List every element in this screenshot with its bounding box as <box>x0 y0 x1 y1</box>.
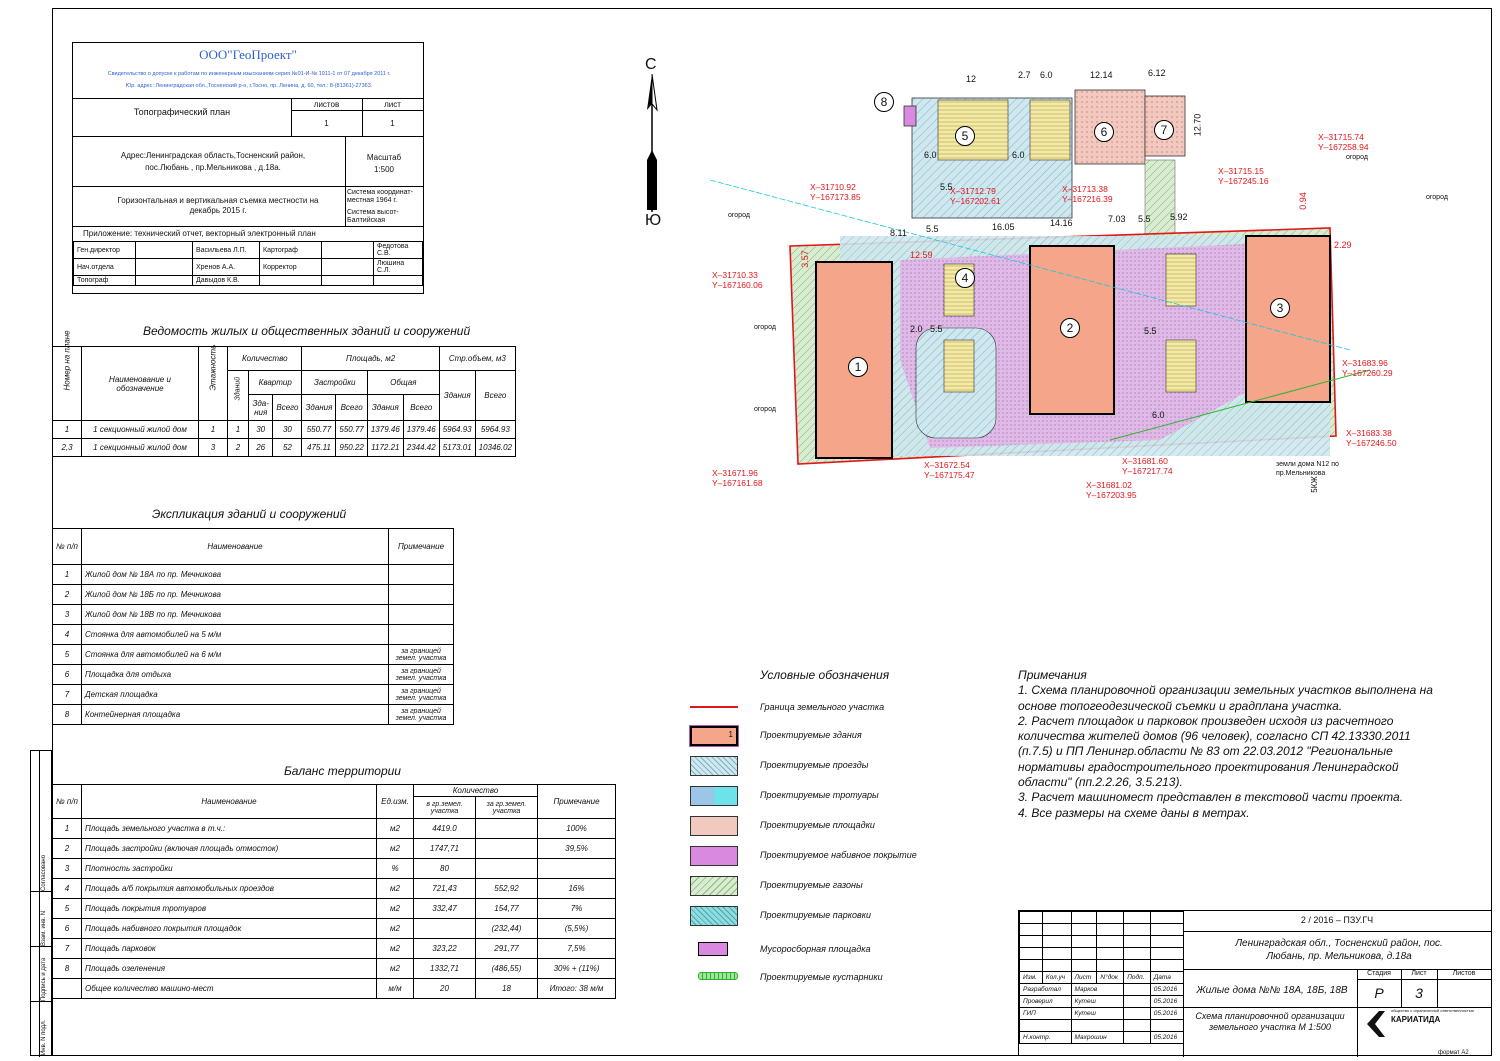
table-row: 8 Контейнерная площадка за границей земел. участка <box>53 705 454 725</box>
dim-label: 12.70 <box>1192 113 1203 137</box>
north-label: С <box>645 56 657 73</box>
waste-swatch <box>698 942 728 956</box>
dim-label: 5.5 <box>1138 214 1151 224</box>
plan-label: огород <box>728 212 750 219</box>
buildings-table-title: Ведомость жилых и общественных зданий и сооружений <box>143 324 471 338</box>
plan-label: огород <box>1426 194 1448 201</box>
plan-label: земли дома N12 по пр.Мельникова <box>1276 461 1339 477</box>
scale-value: 1:500 <box>373 165 395 174</box>
table-row: 1 Площадь земельного участка в т.ч.: м2 4419.0 100% <box>53 819 616 839</box>
topo-title-block <box>72 42 424 294</box>
table-row: 4 Стоянка для автомобилей на 5 м/м <box>53 625 454 645</box>
table-row: 2,3 1 секционный жилой дом 3 2 26 52 475.11 950.22 1172.21 2344.42 5173.01 10346.02 <box>53 439 516 457</box>
note-item: 2. Расчет площадок и парковок произведен исходя из расчетного количества жителей домов (96 человек), согласно СП 42.13330.2011 (п.7.5) и ПП Ленингр.области № 83 от 22.03.2012 "Региональные нормативы градостроительного проектирования Ленинградской области" (пп.2.2.26, 3.5.213). <box>1018 713 1411 790</box>
coord-system: Система координат- местная 1964 г. <box>347 189 413 204</box>
lawn-swatch <box>690 876 738 896</box>
table-row: 3 Плотность застройки % 80 <box>53 859 616 879</box>
coord-label: Х–31681.02 Y–167203.95 <box>1086 480 1137 500</box>
table-row: 3 Жилой дом № 18В по пр. Мечникова <box>53 605 454 625</box>
stamp-code: 2 / 2016 – ПЗУ.ГЧ <box>1300 915 1374 925</box>
appendix: Приложение: технический отчет, векторный электронный план <box>83 229 316 238</box>
staff-table: Ген.директор Васильева Л.П. Картограф Федотова С.В. Нач.отдела Хренов А.А. Корректор Люшина С.Л. Топограф Давыдов К.В. <box>73 241 423 286</box>
dim-label: 3.57 <box>799 250 810 268</box>
dim-label: 5.92 <box>1170 212 1188 222</box>
dim-label: 14.16 <box>1050 218 1073 228</box>
balance-table: № п/п Наименование Ед.изм. Количество Примечание в гр.земел. участка за гр.земел. участка 1 Площадь земельного участка в т.ч.: м2 4419.0 100% 2 Площадь застройки (включая площадь отмосток) м2 1747,71 39,5% 3 Плотность застройки % 80 4 Площадь а/б покрытия автомобильных проездов м2 721,43 552,92 16% 5 Площадь покрытия тротуаров м2 332,47 154,77 7% 6 Площадь набивного покрытия площадок м2 (232,44) (5,5%) 7 Площадь парковок м2 323,22 291,77 7,5% 8 Площадь озеленения м2 1332,71 (486,55) 30% + (11%) Общее количество машино-мест м/м 20 18 Итого: 38 м/м <box>52 784 616 999</box>
table-row: Общее количество машино-мест м/м 20 18 Итого: 38 м/м <box>53 979 616 999</box>
coord-label: Х–31715.74 Y–167258.94 <box>1318 132 1369 152</box>
company-sub: общество с ограниченной ответственностью <box>1391 1008 1474 1013</box>
parking-marker: 7 <box>1154 120 1174 140</box>
notes-title: Примечания <box>1018 668 1087 682</box>
plan-label: огород <box>754 406 776 413</box>
parking-swatch <box>690 906 738 926</box>
stamp-location: Ленинградская обл., Тосненский район, пос. Любань, пр. Мельникова, д.18а <box>1235 938 1443 962</box>
side-stamp <box>30 750 52 1056</box>
coord-label: Х–31671.96 Y–167161.68 <box>712 468 763 488</box>
parking-marker: 5 <box>955 126 975 146</box>
note-item: 4. Все размеры на схеме даны в метрах. <box>1018 805 1250 820</box>
org-name: ООО"ГеоПроект" <box>199 47 297 62</box>
topo-address: Адрес:Ленинградская область,Тосненский район, пос.Любань , пр.Мельникова , д.18а. <box>120 151 306 172</box>
stage-label: Стадия <box>1367 970 1391 977</box>
areas-swatch <box>690 816 738 836</box>
table-row: 5 Стоянка для автомобилей на 6 м/м за границей земел. участка <box>53 645 454 665</box>
dim-label: 0.94 <box>1297 192 1308 210</box>
parking-marker: 4 <box>955 268 975 288</box>
sheet-val: 1 <box>390 119 395 128</box>
sheets-val: 1 <box>324 119 329 128</box>
infill-swatch <box>690 846 738 866</box>
table-row: 6 Площадка для отдыха за границей земел. участка <box>53 665 454 685</box>
scale-label: Масштаб <box>366 153 402 162</box>
table-row: 5 Площадь покрытия тротуаров м2 332,47 154,77 7% <box>53 899 616 919</box>
table-row: 4 Площадь а/б покрытия автомобильных проездов м2 721,43 552,92 16% <box>53 879 616 899</box>
dim-label: 2.29 <box>1334 240 1352 250</box>
coord-label: Х–31712.79 Y–167202.61 <box>950 186 1001 206</box>
coord-label: Х–31710.92 Y–167173.85 <box>810 182 861 202</box>
buildings-table: Номер на плане Наименование и обозначение Этажность Количество Площадь, м2 Стр.объем, м3 Зданий Квартир Застройки Общая Здания Всего Зда-ния Всего Здания Всего Здания Всего 1 1 секционный жилой дом 1 1 30 30 550.77 550.77 1379.46 1379.46 5964.93 5964.93 2,3 1 секционный жилой дом 3 2 26 52 475.11 950.22 1172.21 2344.42 5173.01 10346.02 <box>52 346 516 457</box>
dim-label: 5.5 <box>940 182 953 192</box>
note-item: 1. Схема планировочной организации земельных участков выполнена на основе топогеодезической съемки и градплана участка. <box>1018 683 1433 713</box>
topo-title: Топографический план <box>133 107 231 117</box>
site-plan <box>690 60 1370 580</box>
plan-label: огород <box>754 324 776 331</box>
side-label: Инв. N подл. <box>41 1019 47 1055</box>
coord-label: Х–31710.33 Y–167160.06 <box>712 270 763 290</box>
table-row: 8 Площадь озеленения м2 1332,71 (486,55) 30% + (11%) <box>53 959 616 979</box>
dim-label: 12 <box>966 74 977 84</box>
dim-label: 12.14 <box>1090 70 1113 80</box>
building-marker: 3 <box>1270 298 1290 318</box>
company-name: КАРИАТИДА <box>1391 1015 1441 1024</box>
table-row: 7 Детская площадка за границей земел. участка <box>53 685 454 705</box>
side-label: Взам. инв. N <box>41 910 47 946</box>
org-license: Свидетельство о допуске к работам по инженерным изысканиям серия №01-И-№ 1911-1 от 07 декабря 2011 г. <box>107 71 391 77</box>
boundary-swatch <box>690 706 738 708</box>
parking-marker: 6 <box>1094 122 1114 142</box>
coord-label: Х–31683.38 Y–167246.50 <box>1346 428 1397 448</box>
side-label: Подпись и дата <box>41 957 47 1001</box>
dim-label: 8.11 <box>890 228 907 238</box>
survey-date: Горизонтальная и вертикальная съемка местности на декабрь 2015 г. <box>117 196 319 215</box>
north-arrow-icon <box>640 74 670 214</box>
dim-label: 6.0 <box>1152 410 1165 420</box>
parking-marker: 8 <box>874 92 894 112</box>
sheet-label: Лист <box>1411 970 1427 977</box>
building-marker: 2 <box>1060 318 1080 338</box>
coord-label: Х–31672.54 Y–167175.47 <box>924 460 975 480</box>
legend-title: Условные обозначения <box>760 668 890 682</box>
sheet-label: лист <box>384 100 401 109</box>
table-row: 6 Площадь набивного покрытия площадок м2 (232,44) (5,5%) <box>53 919 616 939</box>
table-row: 7 Площадь парковок м2 323,22 291,77 7,5% <box>53 939 616 959</box>
balance-title: Баланс территории <box>284 764 401 778</box>
dim-label: 2.7 <box>1018 70 1031 80</box>
dim-label: 6.0 <box>924 150 937 160</box>
dim-label: 5.5 <box>930 324 943 334</box>
paper-format: формат А2 <box>1438 1050 1469 1056</box>
table-row: 2 Жилой дом № 18Б по пр. Мечникова <box>53 585 454 605</box>
dim-label: 6.12 <box>1148 68 1166 78</box>
stamp-sheet-title: Схема планировочной организации земельного участка М 1:500 <box>1195 1011 1345 1032</box>
dim-label: 5.5 <box>926 224 939 234</box>
sheet-value: 3 <box>1415 985 1423 1001</box>
explication-table: № п/п Наименование Примечание 1 Жилой дом № 18А по пр. Мечникова 2 Жилой дом № 18Б по пр. Мечникова 3 Жилой дом № 18В по пр. Мечникова 4 Стоянка для автомобилей на 5 м/м 5 Стоянка для автомобилей на 6 м/м за границей земел. участка 6 Площадка для отдыха за границей земел. участка 7 Детская площадка за границей земел. участка 8 Контейнерная площадка за границей земел. участка <box>52 528 454 725</box>
dim-label: 7.03 <box>1108 214 1126 224</box>
plan-label: огород <box>1346 154 1368 161</box>
note-item: 3. Расчет машиномест представлен в текстовой части проекта. <box>1018 790 1404 805</box>
dim-label: 2.0 <box>910 324 923 334</box>
org-address: Юр. адрес: Ленинградская обл.,Тосненский р-н, г.Тосно, пр. Ленина, д. 60, тел.: 8-(81361)-27363. <box>125 83 373 89</box>
coord-label: Х–31713.38 Y–167216.39 <box>1062 184 1113 204</box>
company-logo-icon <box>1367 1011 1385 1035</box>
dim-label: 12.59 <box>910 250 933 260</box>
stamp-object: Жилые дома №№ 18А, 18Б, 18В <box>1196 985 1348 996</box>
sidewalk-swatch <box>690 786 738 806</box>
coord-label: Х–31715.15 Y–167245.16 <box>1218 166 1269 186</box>
dim-label: 5.5 <box>1144 326 1157 336</box>
table-row: 1 1 секционный жилой дом 1 1 30 30 550.77 550.77 1379.46 1379.46 5964.93 5964.93 <box>53 421 516 439</box>
south-label: Ю <box>645 212 662 229</box>
table-row: 2 Площадь застройки (включая площадь отмосток) м2 1747,71 39,5% <box>53 839 616 859</box>
explication-title: Экспликация зданий и сооружений <box>152 507 347 521</box>
dim-label: 6.0 <box>1012 150 1025 160</box>
title-stamp <box>1018 910 1492 1056</box>
notes <box>1018 668 1448 821</box>
coord-label: Х–31683.96 Y–167260.29 <box>1342 358 1393 378</box>
roads-swatch <box>690 756 738 776</box>
sheets-label: листов <box>313 100 340 109</box>
dim-label: 16.05 <box>992 222 1015 232</box>
shrub-swatch <box>698 972 738 980</box>
stamp-grid: Изм. Кол.уч Лист N°док Подп. Дата Разработал Марков 05.2016 Проверил Кутеш 05.2016 ГИП Кутеш 05.2016 Н.контр. Махрошин 05.2016 <box>1019 911 1184 1044</box>
coord-label: Х–31681.60 Y–167217.74 <box>1122 456 1173 476</box>
building-marker: 1 <box>848 357 868 377</box>
dim-label: 6.0 <box>1040 70 1053 80</box>
sheets-label: Листов <box>1452 970 1476 977</box>
height-system: Система высот- Балтийская <box>347 209 399 224</box>
stage-value: Р <box>1374 985 1384 1001</box>
plan-label: 5КЖ <box>1309 476 1319 493</box>
building-swatch: 1 <box>690 726 738 746</box>
side-label: Согласовано <box>41 854 47 891</box>
table-row: 1 Жилой дом № 18А по пр. Мечникова <box>53 565 454 585</box>
